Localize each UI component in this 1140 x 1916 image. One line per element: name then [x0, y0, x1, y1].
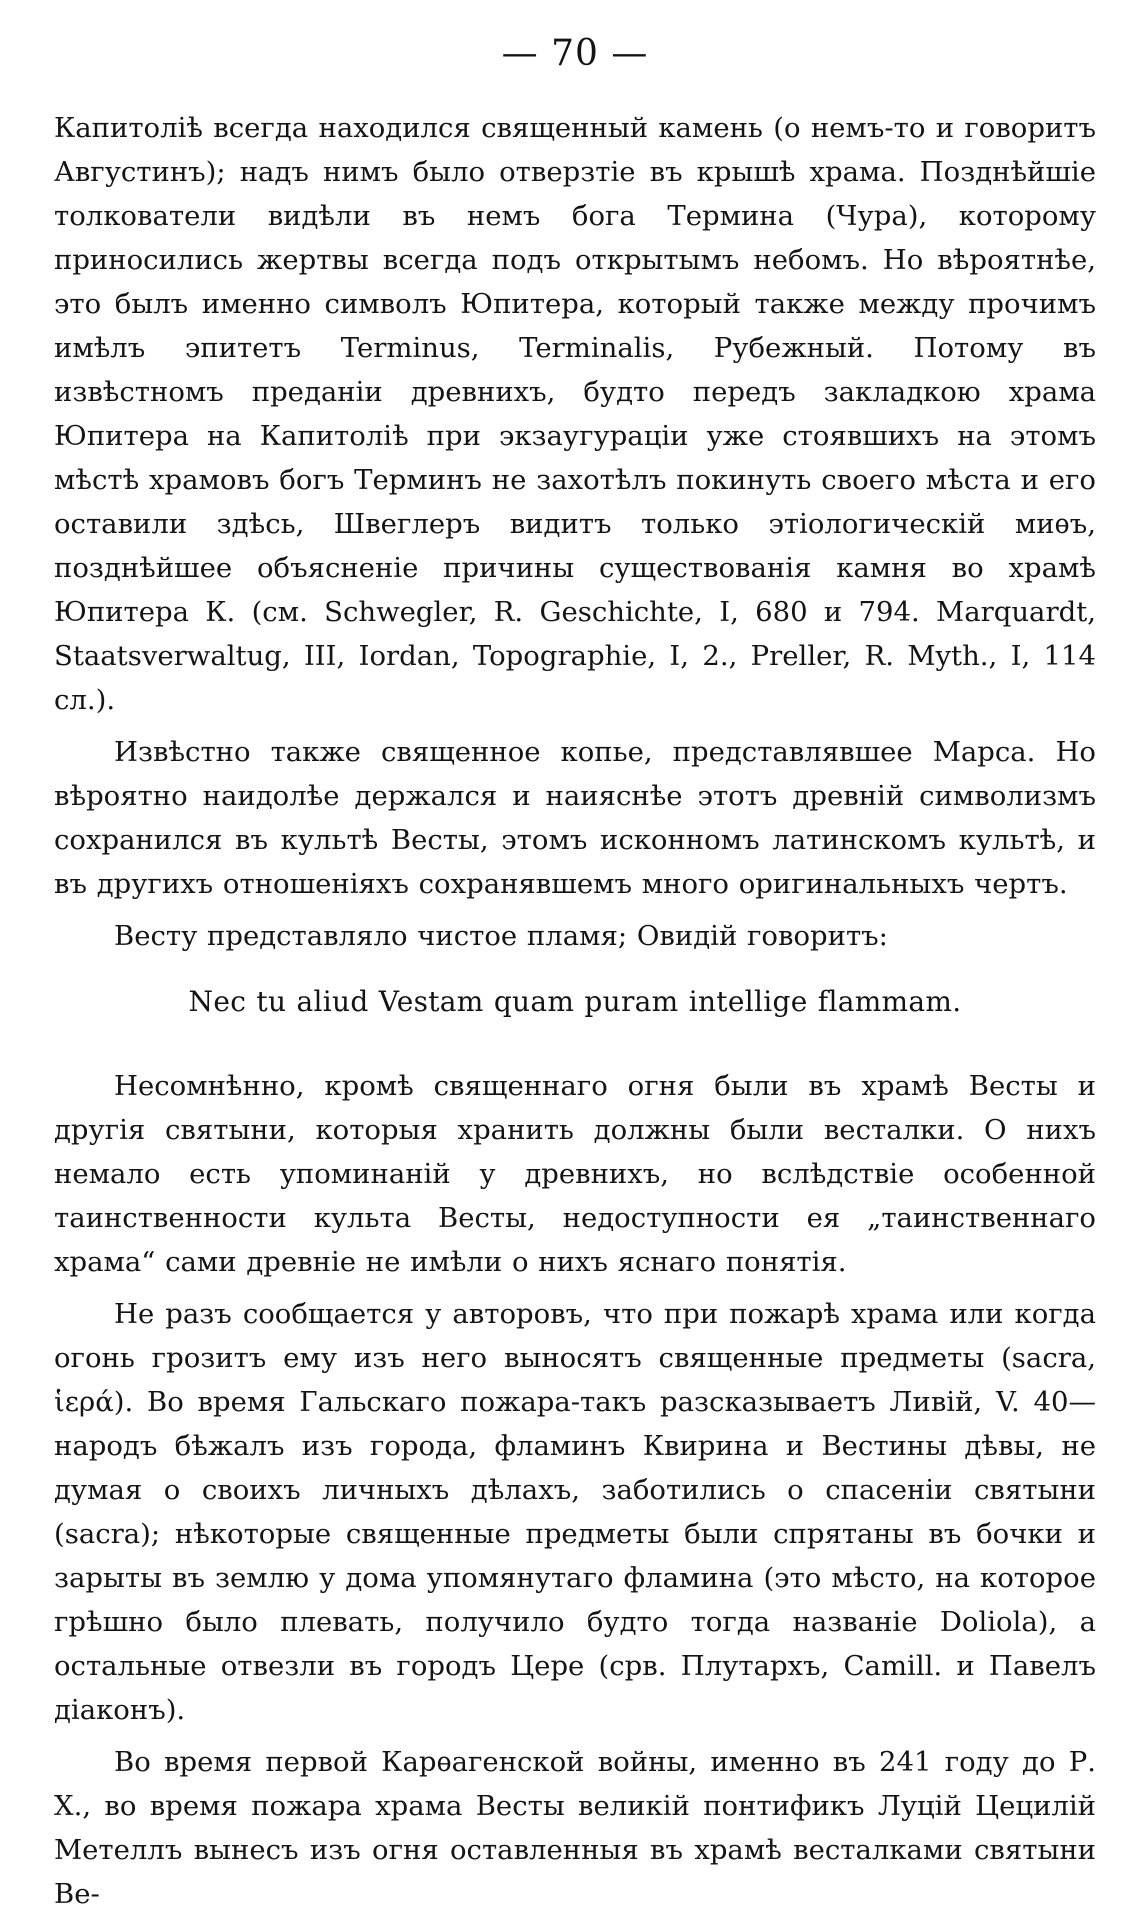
paragraph-capitol-stone: Капитоліѣ всегда находился священный камень (о немъ-то и говоритъ Августинъ); надъ нимъ было отверзтіе въ крышѣ храма. Позднѣйшіе толкователи видѣли въ немъ бога Термина (Чура), которому приносились жертвы всегда подъ открытымъ небомъ. Но вѣроятнѣе, это былъ именно символъ Юпитера, который также между прочимъ имѣлъ эпитетъ Terminus, Terminalis, Рубежный. Потому въ извѣстномъ преданіи древнихъ, будто передъ закладкою храма Юпитера на Капитоліѣ при экзаугураціи уже стоявшихъ на этомъ мѣстѣ храмовъ богъ Терминъ не захотѣлъ покинуть своего мѣста и его оставили здѣсь, Швеглеръ видитъ только этіологическій миѳъ, позднѣйшее объясненіе причины существованія камня во храмѣ Юпитера К. (см. Schwegler, R. Geschichte, I, 680 и 794. Marquardt, Staatsverwaltug, III, Iordan, Topographie, I, 2., Preller, R. Myth., I, 114 сл.). [54, 112, 1096, 716]
ovid-quotation: Nec tu aliud Vestam quam puram intellige flammam. [188, 985, 962, 1018]
paragraph-fire-rescue: Не разъ сообщается у авторовъ, что при пожарѣ храма или когда огонь грозитъ ему изъ него выносятъ священные предметы (sacra, ἱερά). Во время Гальскаго пожара-такъ разсказываетъ Ливій, V. 40—народъ бѣжалъ изъ города, фламинъ Квирина и Вестины дѣвы, не думая о своихъ личныхъ дѣлахъ, заботились о спасеніи святыни (sacra); нѣкоторые священные предметы были спрятаны въ бочки и зарыты въ землю у дома упомянутаго фламина (это мѣсто, на которое грѣшно было плевать, получило будто тогда названіе Doliola), а остальные отвезли въ городъ Цере (срв. Плутархъ, Camill. и Павелъ діаконъ). [54, 1298, 1096, 1726]
paragraph-carthaginian-war: Во время первой Карѳагенской войны, именно въ 241 году до Р. Х., во время пожара храма Весты великій понтификъ Луцій Цецилій Метеллъ вынесъ изъ огня оставленныя въ храмѣ весталками святыни Ве- [54, 1746, 1096, 1910]
page-number: — 70 — [501, 33, 649, 74]
paragraph-sacred-spear: Извѣстно также священное копье, представлявшее Марса. Но вѣроятно наидолѣе держался и наияснѣе этотъ древній символизмъ сохранился въ культѣ Весты, этомъ исконномъ латинскомъ культѣ, и въ другихъ отношеніяхъ сохранявшемъ много оригинальныхъ чертъ. [54, 736, 1096, 900]
body-text [54, 106, 1096, 1916]
paragraph-other-relics: Несомнѣнно, кромѣ священнаго огня были въ храмѣ Весты и другія святыни, которыя хранить должны были весталки. О нихъ немало есть упоминаній у древнихъ, но вслѣдствіе особенной таинственности культа Весты, недоступности ея „таинственнаго храма“ сами древніе не имѣли о нихъ яснаго понятія. [54, 1070, 1096, 1278]
paragraph-vesta-flame: Весту представляло чистое пламя; Овидій говоритъ: [114, 920, 888, 952]
